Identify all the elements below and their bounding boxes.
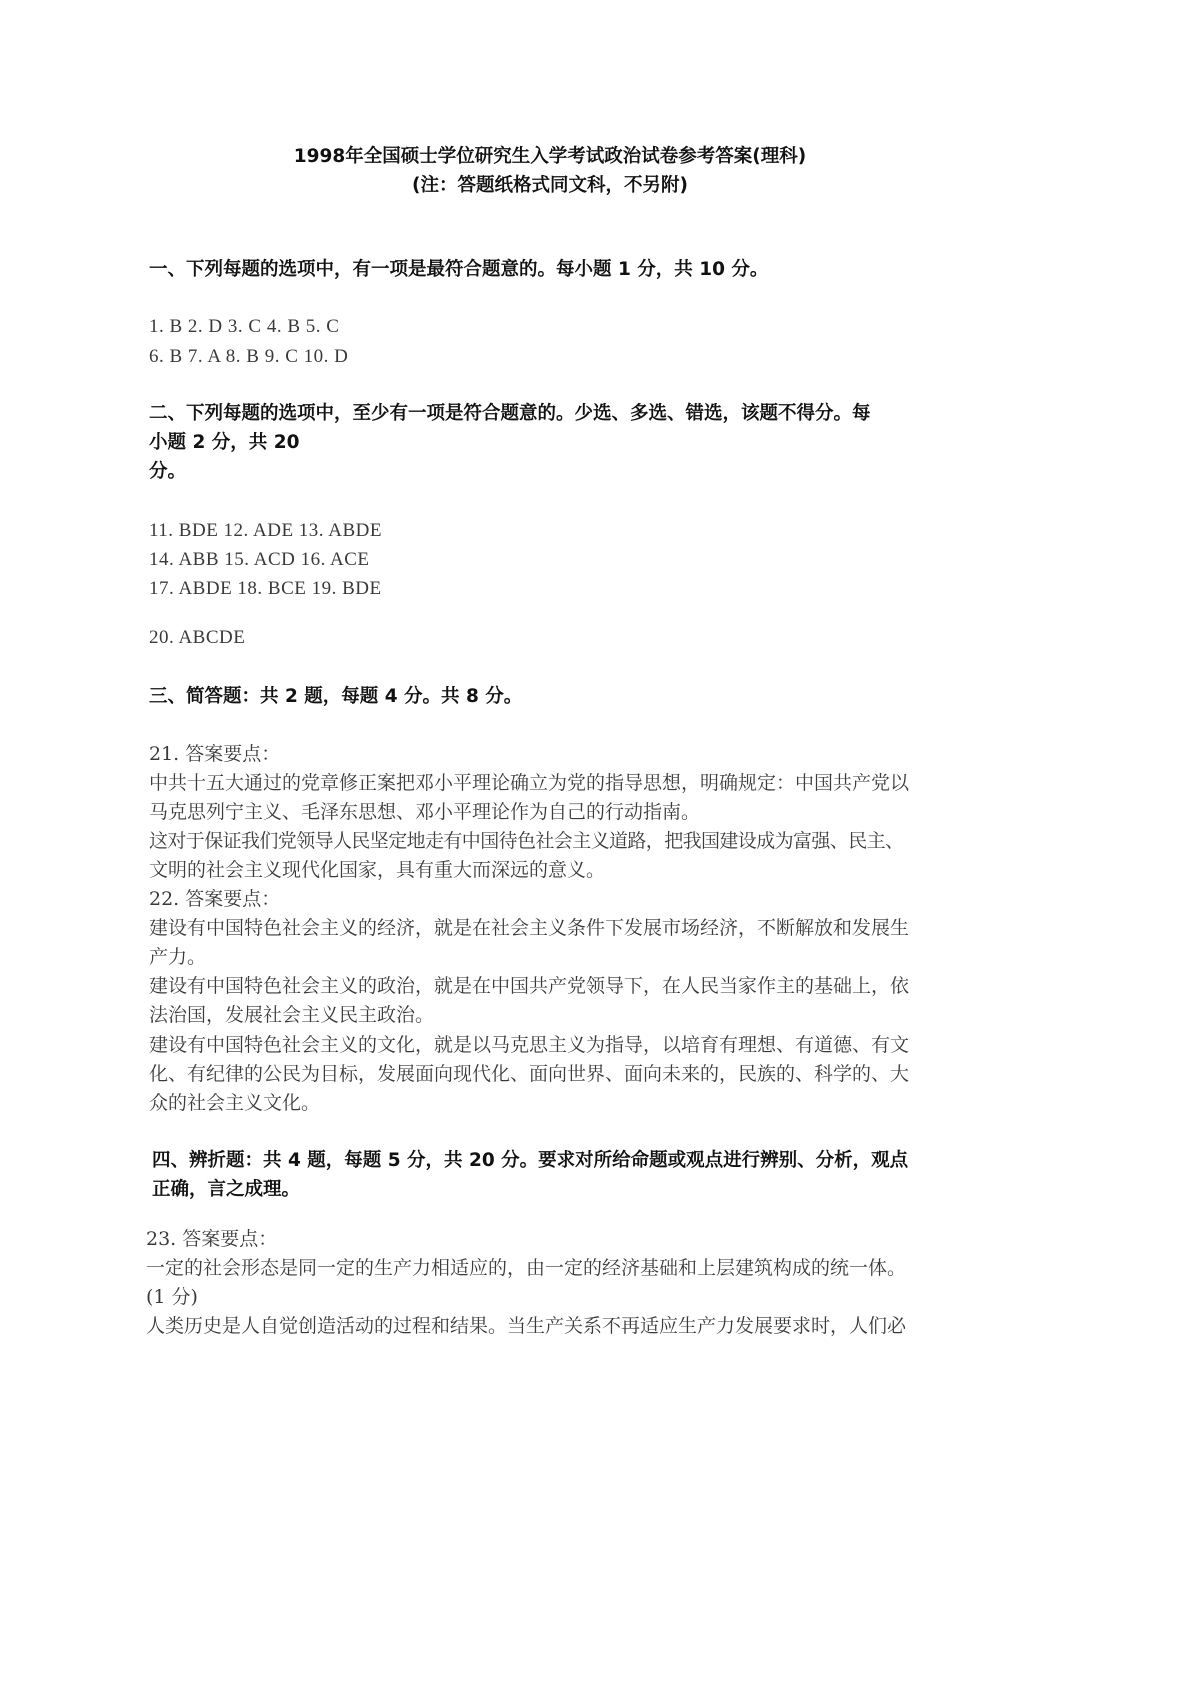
text-line: 中共十五大通过的党章修正案把邓小平理论确立为党的指导思想，明确规定：中国共产党以 <box>149 772 910 794</box>
text-line: 众的社会主义文化。 <box>149 1092 321 1114</box>
page-subtitle: (注：答题纸格式同文科，不另附) <box>412 175 688 196</box>
text-line: 法治国，发展社会主义民主政治。 <box>149 1004 435 1026</box>
text-line: 人类历史是人自觉创造活动的过程和结果。当生产关系不再适应生产力发展要求时，人们必 <box>146 1315 907 1337</box>
answer-label: 23. 答案要点： <box>146 1228 278 1250</box>
section2-heading: 二、下列每题的选项中，至少有一项是符合题意的。少选、多选、错选，该题不得分。每 <box>149 403 871 424</box>
answer-line: 6. B 7. A 8. B 9. C 10. D <box>149 346 349 367</box>
section2-heading: 分。 <box>149 461 187 482</box>
text-line: 建设有中国特色社会主义的政治，就是在中国共产党领导下，在人民当家作主的基础上，依 <box>149 975 910 997</box>
text-line: 一定的社会形态是同一定的生产力相适应的，由一定的经济基础和上层建筑构成的统一体。 <box>146 1257 907 1279</box>
text-line: 建设有中国特色社会主义的经济，就是在社会主义条件下发展市场经济，不断解放和发展生 <box>149 917 910 939</box>
text-line: 化、有纪律的公民为目标，发展面向现代化、面向世界、面向未来的，民族的、科学的、大 <box>149 1063 910 1085</box>
section2-heading: 小题 2 分，共 20 <box>149 432 300 453</box>
section1-heading: 一、下列每题的选项中，有一项是最符合题意的。每小题 1 分，共 10 分。 <box>149 259 769 280</box>
text-line: 这对于保证我们党领导人民坚定地走有中国待色社会主义道路，把我国建设成为富强、民主、 <box>149 830 904 852</box>
section4-heading: 四、辨折题：共 4 题，每题 5 分，共 20 分。要求对所给命题或观点进行辨别、分析，观点 <box>152 1150 909 1171</box>
answer-line: 1. B 2. D 3. C 4. B 5. C <box>149 316 340 337</box>
text-line: 文明的社会主义现代化国家，具有重大而深远的意义。 <box>149 859 606 881</box>
text-line: (1 分) <box>146 1286 198 1308</box>
answer-label: 22. 答案要点： <box>149 888 281 910</box>
section3-heading: 三、简答题：共 2 题，每题 4 分。共 8 分。 <box>149 686 523 707</box>
answer-line: 11. BDE 12. ADE 13. ABDE <box>149 520 382 541</box>
answer-line: 20. ABCDE <box>149 627 246 648</box>
page-title: 1998年全国硕士学位研究生入学考试政治试卷参考答案(理科) <box>293 146 807 167</box>
text-line: 马克思列宁主义、毛泽东思想、邓小平理论作为自己的行动指南。 <box>149 801 701 823</box>
section4-heading: 正确，言之成理。 <box>152 1179 301 1200</box>
text-line: 产力。 <box>149 946 207 968</box>
answer-line: 14. ABB 15. ACD 16. ACE <box>149 549 370 570</box>
answer-line: 17. ABDE 18. BCE 19. BDE <box>149 578 382 599</box>
text-line: 建设有中国特色社会主义的文化，就是以马克思主义为指导，以培育有理想、有道德、有文 <box>149 1034 910 1056</box>
answer-label: 21. 答案要点： <box>149 743 281 765</box>
